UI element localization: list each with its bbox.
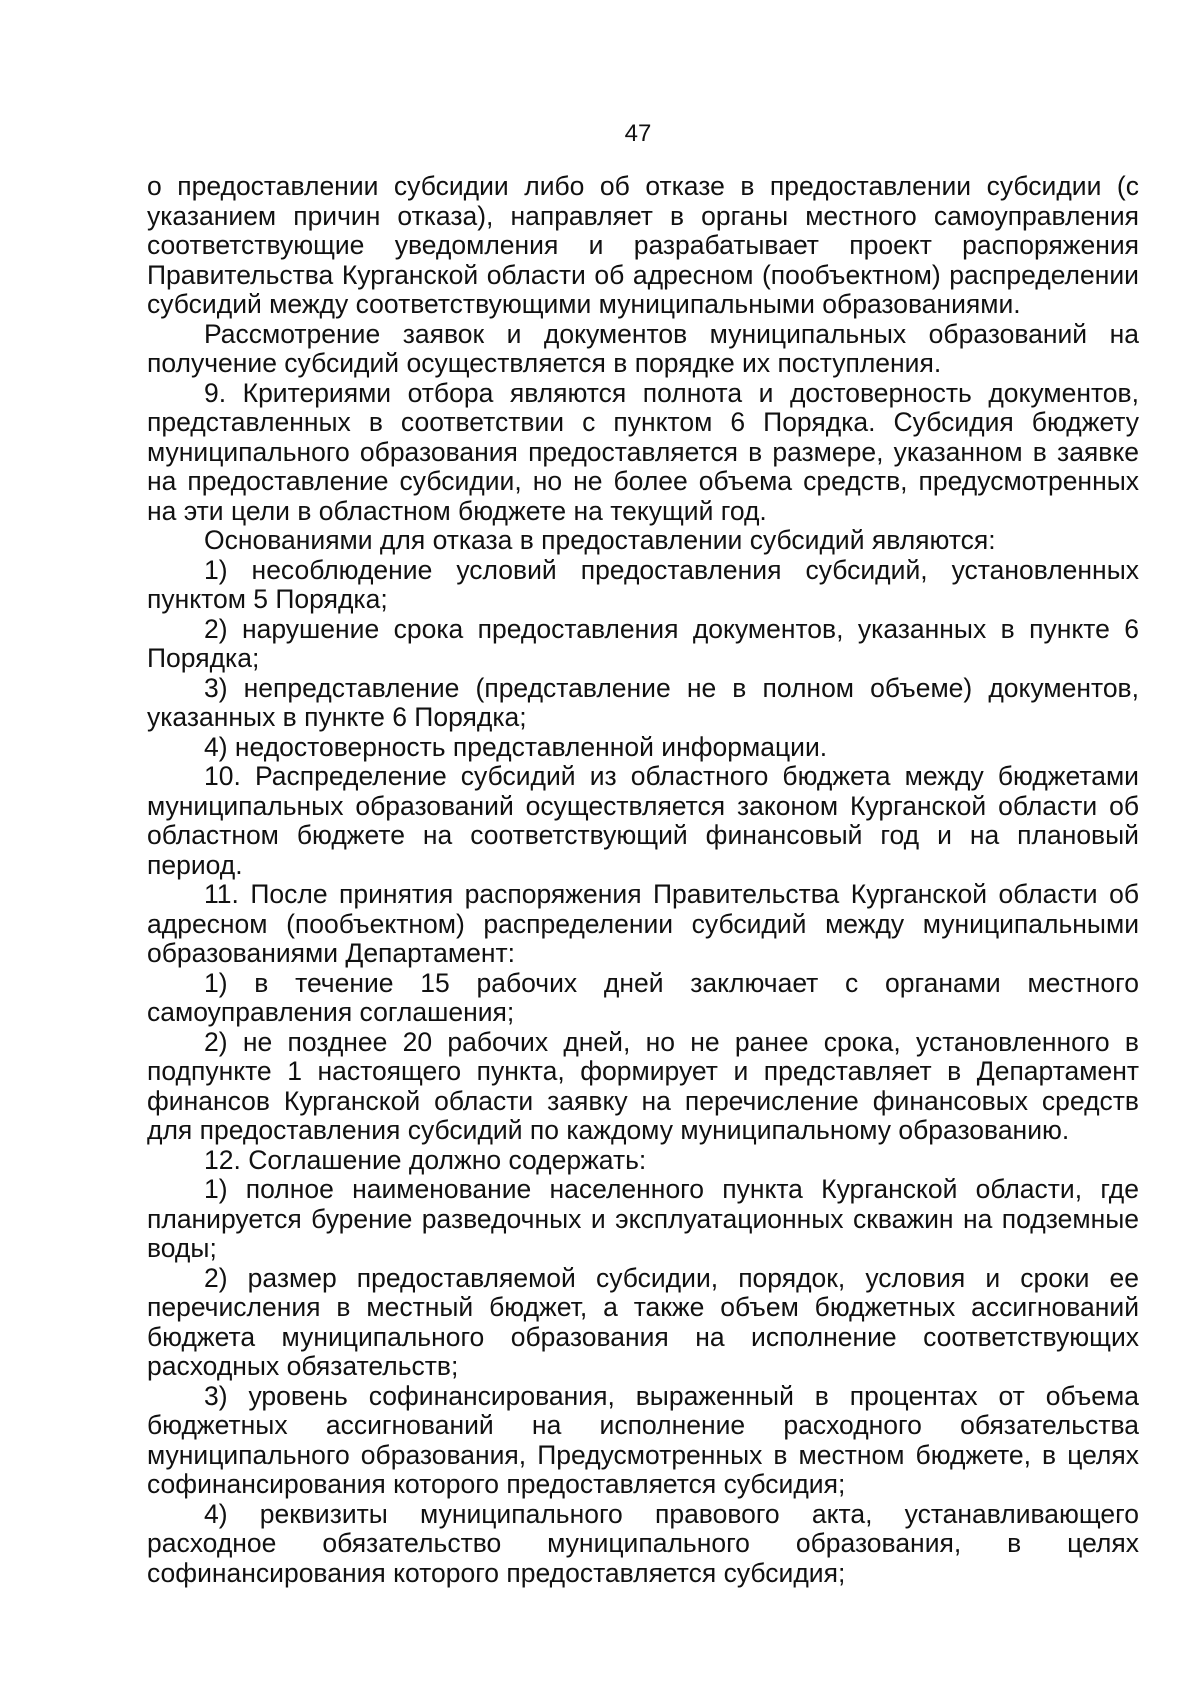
paragraph-item-11: 11. После принятия распоряжения Правительства Курганской области об адресном (пообъектном) распределении субсидий между муниципальными образованиями Департамент: <box>147 879 1139 968</box>
list-item-12-4: 4) реквизиты муниципального правового акта, устанавливающего расходное обязательство муниципального образования, в целях софинансирования которого предоставляется субсидия; <box>147 1498 1139 1588</box>
paragraph-item-9: 9. Критериями отбора являются полнота и достоверность документов, представленных в соответствии с пунктом 6 Порядка. Субсидия бюджету муниципального образования предоставляется в размере, указанном в заявке на предоставление субсидии, но не более объема средств, предусмотренных на эти цели в областном бюджете на текущий год. <box>147 377 1139 526</box>
list-item-12-3: 3) уровень софинансирования, выраженный в процентах от объема бюджетных ассигнований на исполнение расходного обязательства муниципального образования, Предусмотренных в местном бюджете, в целях софинансирования которого предоставляется субсидия; <box>147 1380 1139 1499</box>
list-item-refusal-3: 3) непредставление (представление не в полном объеме) документов, указанных в пункте 6 Порядка; <box>147 672 1139 732</box>
list-item-refusal-2: 2) нарушение срока предоставления документов, указанных в пункте 6 Порядка; <box>147 613 1139 673</box>
paragraph-refusal-grounds: Основаниями для отказа в предоставлении субсидий являются: <box>204 525 996 555</box>
list-item-refusal-1: 1) несоблюдение условий предоставления субсидий, установленных пунктом 5 Порядка; <box>147 554 1139 614</box>
list-item-11-2: 2) не позднее 20 рабочих дней, но не ранее срока, установленного в подпункте 1 настоящего пункта, формирует и представляет в Департамент финансов Курганской области заявку на перечисление финансовых средств для предоставления субсидий по каждому муниципальному образованию. <box>147 1026 1139 1145</box>
paragraph-continuation: о предоставлении субсидии либо об отказе в предоставлении субсидии (с указанием причин отказа), направляет в органы местного самоуправления соответствующие уведомления и разрабатывает проект распоряжения Правительства Курганской области об адресном (пообъектном) распределении субсидий между соответствующими муниципальными образованиями. <box>147 171 1139 319</box>
document-body <box>147 172 1139 1588</box>
paragraph-review-order: Рассмотрение заявок и документов муниципальных образований на получение субсидий осуществляется в порядке их поступления. <box>147 318 1139 378</box>
paragraph-item-10: 10. Распределение субсидий из областного бюджета между бюджетами муниципальных образований осуществляется законом Курганской области об областном бюджете на соответствующий финансовый год и на плановый период. <box>147 761 1139 880</box>
list-item-refusal-4: 4) недостоверность представленной информации. <box>204 731 828 762</box>
paragraph-item-12: 12. Соглашение должно содержать: <box>204 1144 647 1175</box>
list-item-12-1: 1) полное наименование населенного пункта Курганской области, где планируется бурение разведочных и эксплуатационных скважин на подземные воды; <box>147 1174 1139 1263</box>
page-number: 47 <box>624 120 652 147</box>
list-item-12-2: 2) размер предоставляемой субсидии, порядок, условия и сроки ее перечисления в местный бюджет, а также объем бюджетных ассигнований бюджета муниципального образования на исполнение соответствующих расходных обязательств; <box>147 1262 1139 1381</box>
list-item-11-1: 1) в течение 15 рабочих дней заключает с органами местного самоуправления соглашения; <box>147 967 1139 1027</box>
